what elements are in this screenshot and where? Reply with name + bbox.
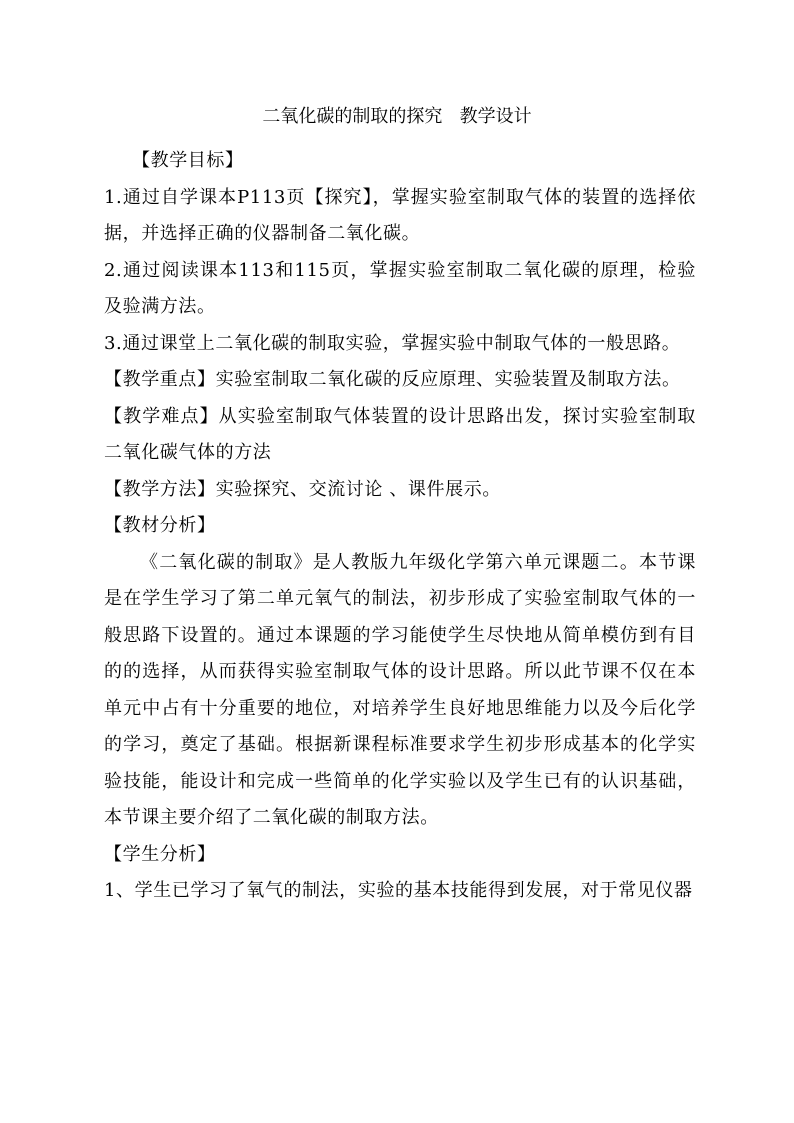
- objectives-heading: 【教学目标】: [132, 150, 244, 171]
- difficulties: 【教学难点】从实验室制取气体装置的设计思路出发，探讨实验室制取二氧化碳气体的方法: [104, 405, 696, 463]
- objective-3: 3.通过课堂上二氧化碳的制取实验，掌握实验中制取气体的一般思路。: [104, 332, 681, 354]
- material-heading: 【教材分析】: [104, 515, 216, 536]
- methods: 【教学方法】实验探究、交流讨论 、课件展示。: [104, 478, 501, 500]
- key-points: 【教学重点】实验室制取二氧化碳的反应原理、实验装置及制取方法。: [104, 369, 681, 390]
- document-title: 二氧化碳的制取的探究 教学设计: [262, 106, 532, 127]
- objective-1: 1.通过自学课本P113页【探究】，掌握实验室制取气体的装置的选择依据，并选择正确的仪器制备二氧化碳。: [104, 186, 696, 244]
- objective-2: 2.通过阅读课本113和115页，掌握实验室制取二氧化碳的原理，检验及验满方法。: [104, 259, 696, 317]
- student-heading: 【学生分析】: [104, 843, 216, 865]
- document-body: [104, 143, 696, 910]
- material-body: 《二氧化碳的制取》是人教版九年级化学第六单元课题二。本节课是在学生学习了第二单元氧气的制法，初步形成了实验室制取气体的一般思路下设置的。通过本课题的学习能使学生尽快地从简单模仿到有目的的选择，从而获得实验室制取气体的设计思路。所以此节课不仅在本单元中占有十分重要的地位，对培养学生良好地思维能力以及今后化学的学习，奠定了基础。根据新课程标准要求学生初步形成基本的化学实验技能，能设计和完成一些简单的化学实验以及学生已有的认识基础，本节课主要介绍了二氧化碳的制取方法。: [104, 551, 696, 828]
- student-1: 1、学生已学习了氧气的制法，实验的基本技能得到发展，对于常见仪器: [104, 880, 693, 901]
